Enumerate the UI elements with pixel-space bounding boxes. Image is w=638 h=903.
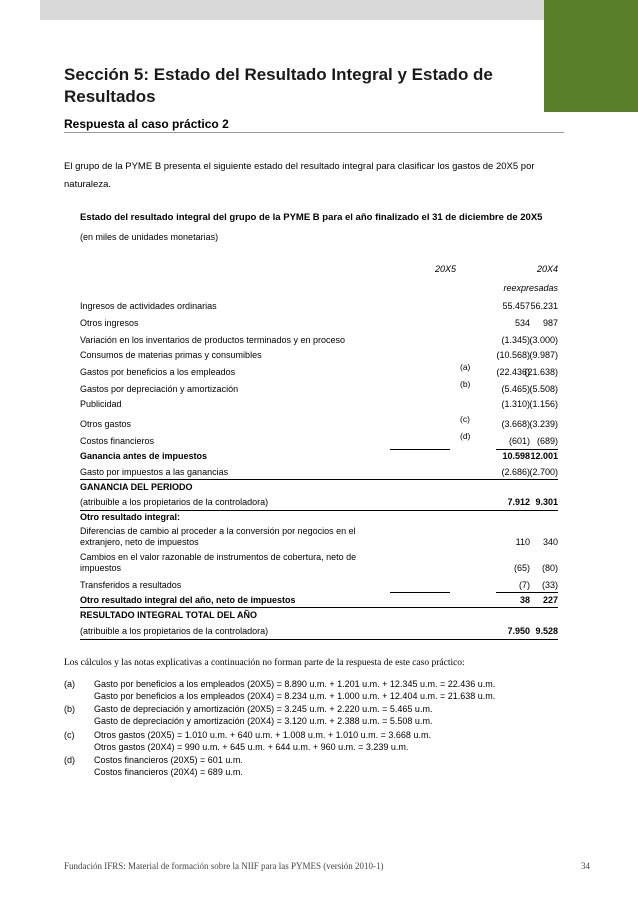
row-label: Otros gastos — [80, 419, 132, 429]
row-value-20x4: 9.301 — [535, 497, 558, 507]
note-ref: (c) — [460, 414, 470, 424]
row-value-20x5: (22.436) — [496, 367, 530, 377]
row-label: Ganancia antes de impuestos — [80, 451, 208, 461]
row-label: Otros ingresos — [80, 318, 139, 328]
row-value-20x4: 987 — [542, 318, 558, 328]
note-line: Otros gastos (20X5) = 1.010 u.m. + 640 u.m. + 1.008 u.m. + 1.010 u.m. = 3.668 u.m. — [94, 730, 431, 740]
divider — [64, 132, 564, 133]
row-value-20x4: (3.000) — [529, 335, 558, 345]
row-label: Costos financieros — [80, 436, 155, 446]
row-value-20x5: (2.686) — [501, 467, 530, 477]
column-header-20x4: 20X4 — [536, 264, 558, 274]
section-line — [80, 607, 558, 608]
note-label: (c) — [64, 730, 75, 740]
intro-paragraph: El grupo de la PYME B presenta el siguiente estado del resultado integral para clasificar los gastos de 20X5 por naturaleza. — [64, 161, 535, 190]
statement-subtitle: (en miles de unidades monetarias) — [80, 232, 219, 242]
note-label: (b) — [64, 704, 75, 714]
row-label: Publicidad — [80, 399, 122, 409]
row-value-20x4: 56.231 — [530, 301, 558, 311]
row-value-20x4: 227 — [542, 595, 558, 605]
page-subtitle: Respuesta al caso práctico 2 — [64, 117, 229, 131]
row-value-20x4: 12.001 — [530, 451, 558, 461]
row-value-20x4: 9.528 — [535, 626, 558, 636]
row-value-20x4: (5.508) — [529, 384, 558, 394]
sum-line — [496, 592, 558, 593]
row-value-20x4: (80) — [541, 563, 558, 573]
row-label: Cambios en el valor razonable de instrumentos de cobertura, neto de impuestos — [80, 552, 357, 573]
note-label: (d) — [64, 755, 75, 765]
note-label: (a) — [64, 679, 75, 689]
sum-line — [496, 449, 558, 450]
header-accent — [544, 0, 638, 112]
note-line: Otros gastos (20X4) = 990 u.m. + 645 u.m. + 644 u.m. + 960 u.m. = 3.239 u.m. — [94, 741, 409, 752]
row-value-20x5: 110 — [515, 537, 530, 547]
row-label: Diferencias de cambio al proceder a la conversión por negocios en el extranjero, neto de impuestos — [80, 526, 356, 547]
row-value-20x5: (601) — [508, 436, 530, 446]
note-line: Costos financieros (20X5) = 601 u.m. — [94, 755, 243, 765]
row-label: Variación en los inventarios de productos terminados y en proceso — [80, 335, 345, 345]
row-label: RESULTADO INTEGRAL TOTAL DEL AÑO — [80, 610, 258, 620]
note-line: Gasto por beneficios a los empleados (20X4) = 8.234 u.m. + 1.000 u.m. + 12.404 u.m. = 21.638 u.m. — [94, 690, 496, 701]
note-line: Costos financieros (20X4) = 689 u.m. — [94, 766, 243, 777]
row-value-20x4: (689) — [536, 436, 558, 446]
note-ref: (a) — [460, 362, 471, 372]
row-value-20x5: (5.465) — [501, 384, 530, 394]
section-line — [80, 639, 558, 640]
row-label: Otro resultado integral: — [80, 512, 181, 522]
note-ref: (b) — [460, 379, 471, 389]
row-value-20x4: (2.700) — [529, 467, 558, 477]
sum-line — [390, 449, 450, 450]
footer-text: Fundación IFRS: Material de formación sobre la NIIF para las PYMES (versión 2010-1) — [64, 861, 384, 871]
section-line — [80, 479, 558, 480]
row-label: (atribuible a los propietarios de la controladora) — [80, 626, 269, 636]
row-value-20x4: (33) — [541, 580, 558, 590]
column-header-note: reexpresadas — [503, 283, 558, 293]
notes-title: Los cálculos y las notas explicativas a continuación no forman parte de la respuesta de este caso práctico: — [64, 658, 465, 668]
row-value-20x5: (10.568) — [496, 350, 530, 360]
row-label: Gastos por beneficios a los empleados — [80, 367, 236, 377]
statement-title: Estado del resultado integral del grupo de la PYME B para el año finalizado el 31 de diciembre de 20X5 — [80, 212, 543, 223]
row-value-20x5: 7.950 — [507, 626, 530, 636]
row-value-20x5: (7) — [519, 580, 530, 590]
row-value-20x4: 340 — [542, 537, 558, 547]
row-value-20x5: 55.457 — [502, 301, 530, 311]
row-label: Otro resultado integral del año, neto de impuestos — [80, 595, 296, 605]
row-value-20x4: (1.156) — [529, 399, 558, 409]
row-value-20x5: 7.912 — [507, 497, 530, 507]
row-label: Transferidos a resultados — [80, 580, 182, 590]
header-bar — [40, 0, 544, 20]
sum-line — [390, 592, 450, 593]
row-value-20x5: (3.668) — [501, 419, 530, 429]
row-label: GANANCIA DEL PERIODO — [80, 482, 193, 492]
row-value-20x5: 534 — [514, 318, 530, 328]
row-value-20x5: (1.345) — [501, 335, 530, 345]
row-value-20x4: (21.638) — [524, 367, 558, 377]
row-value-20x4: (3.239) — [529, 419, 558, 429]
note-ref: (d) — [460, 431, 471, 441]
page-number: 34 — [581, 861, 590, 871]
note-line: Gasto por beneficios a los empleados (20X5) = 8.890 u.m. + 1.201 u.m. + 12.345 u.m. = 22.436 u.m. — [94, 679, 496, 689]
row-label: Ingresos de actividades ordinarias — [80, 301, 217, 311]
row-value-20x5: 10.598 — [502, 451, 530, 461]
row-value-20x5: (65) — [513, 563, 530, 573]
column-header-20x5: 20X5 — [434, 264, 456, 274]
page-title: Sección 5: Estado del Resultado Integral y Estado de Resultados — [64, 65, 493, 106]
note-line: Gasto de depreciación y amortización (20X4) = 3.120 u.m. + 2.388 u.m. = 5.508 u.m. — [94, 715, 433, 726]
note-line: Gasto de depreciación y amortización (20X5) = 3.245 u.m. + 2.220 u.m. = 5.465 u.m. — [94, 704, 433, 714]
row-label: Gasto por impuestos a las ganancias — [80, 467, 229, 477]
row-value-20x5: (1.310) — [501, 399, 530, 409]
section-line — [80, 510, 558, 511]
row-value-20x4: (9.987) — [529, 350, 558, 360]
row-label: Gastos por depreciación y amortización — [80, 384, 239, 394]
row-label: Consumos de materias primas y consumibles — [80, 350, 262, 360]
row-value-20x5: 38 — [519, 595, 530, 605]
row-label: (atribuible a los propietarios de la controladora) — [80, 497, 269, 507]
